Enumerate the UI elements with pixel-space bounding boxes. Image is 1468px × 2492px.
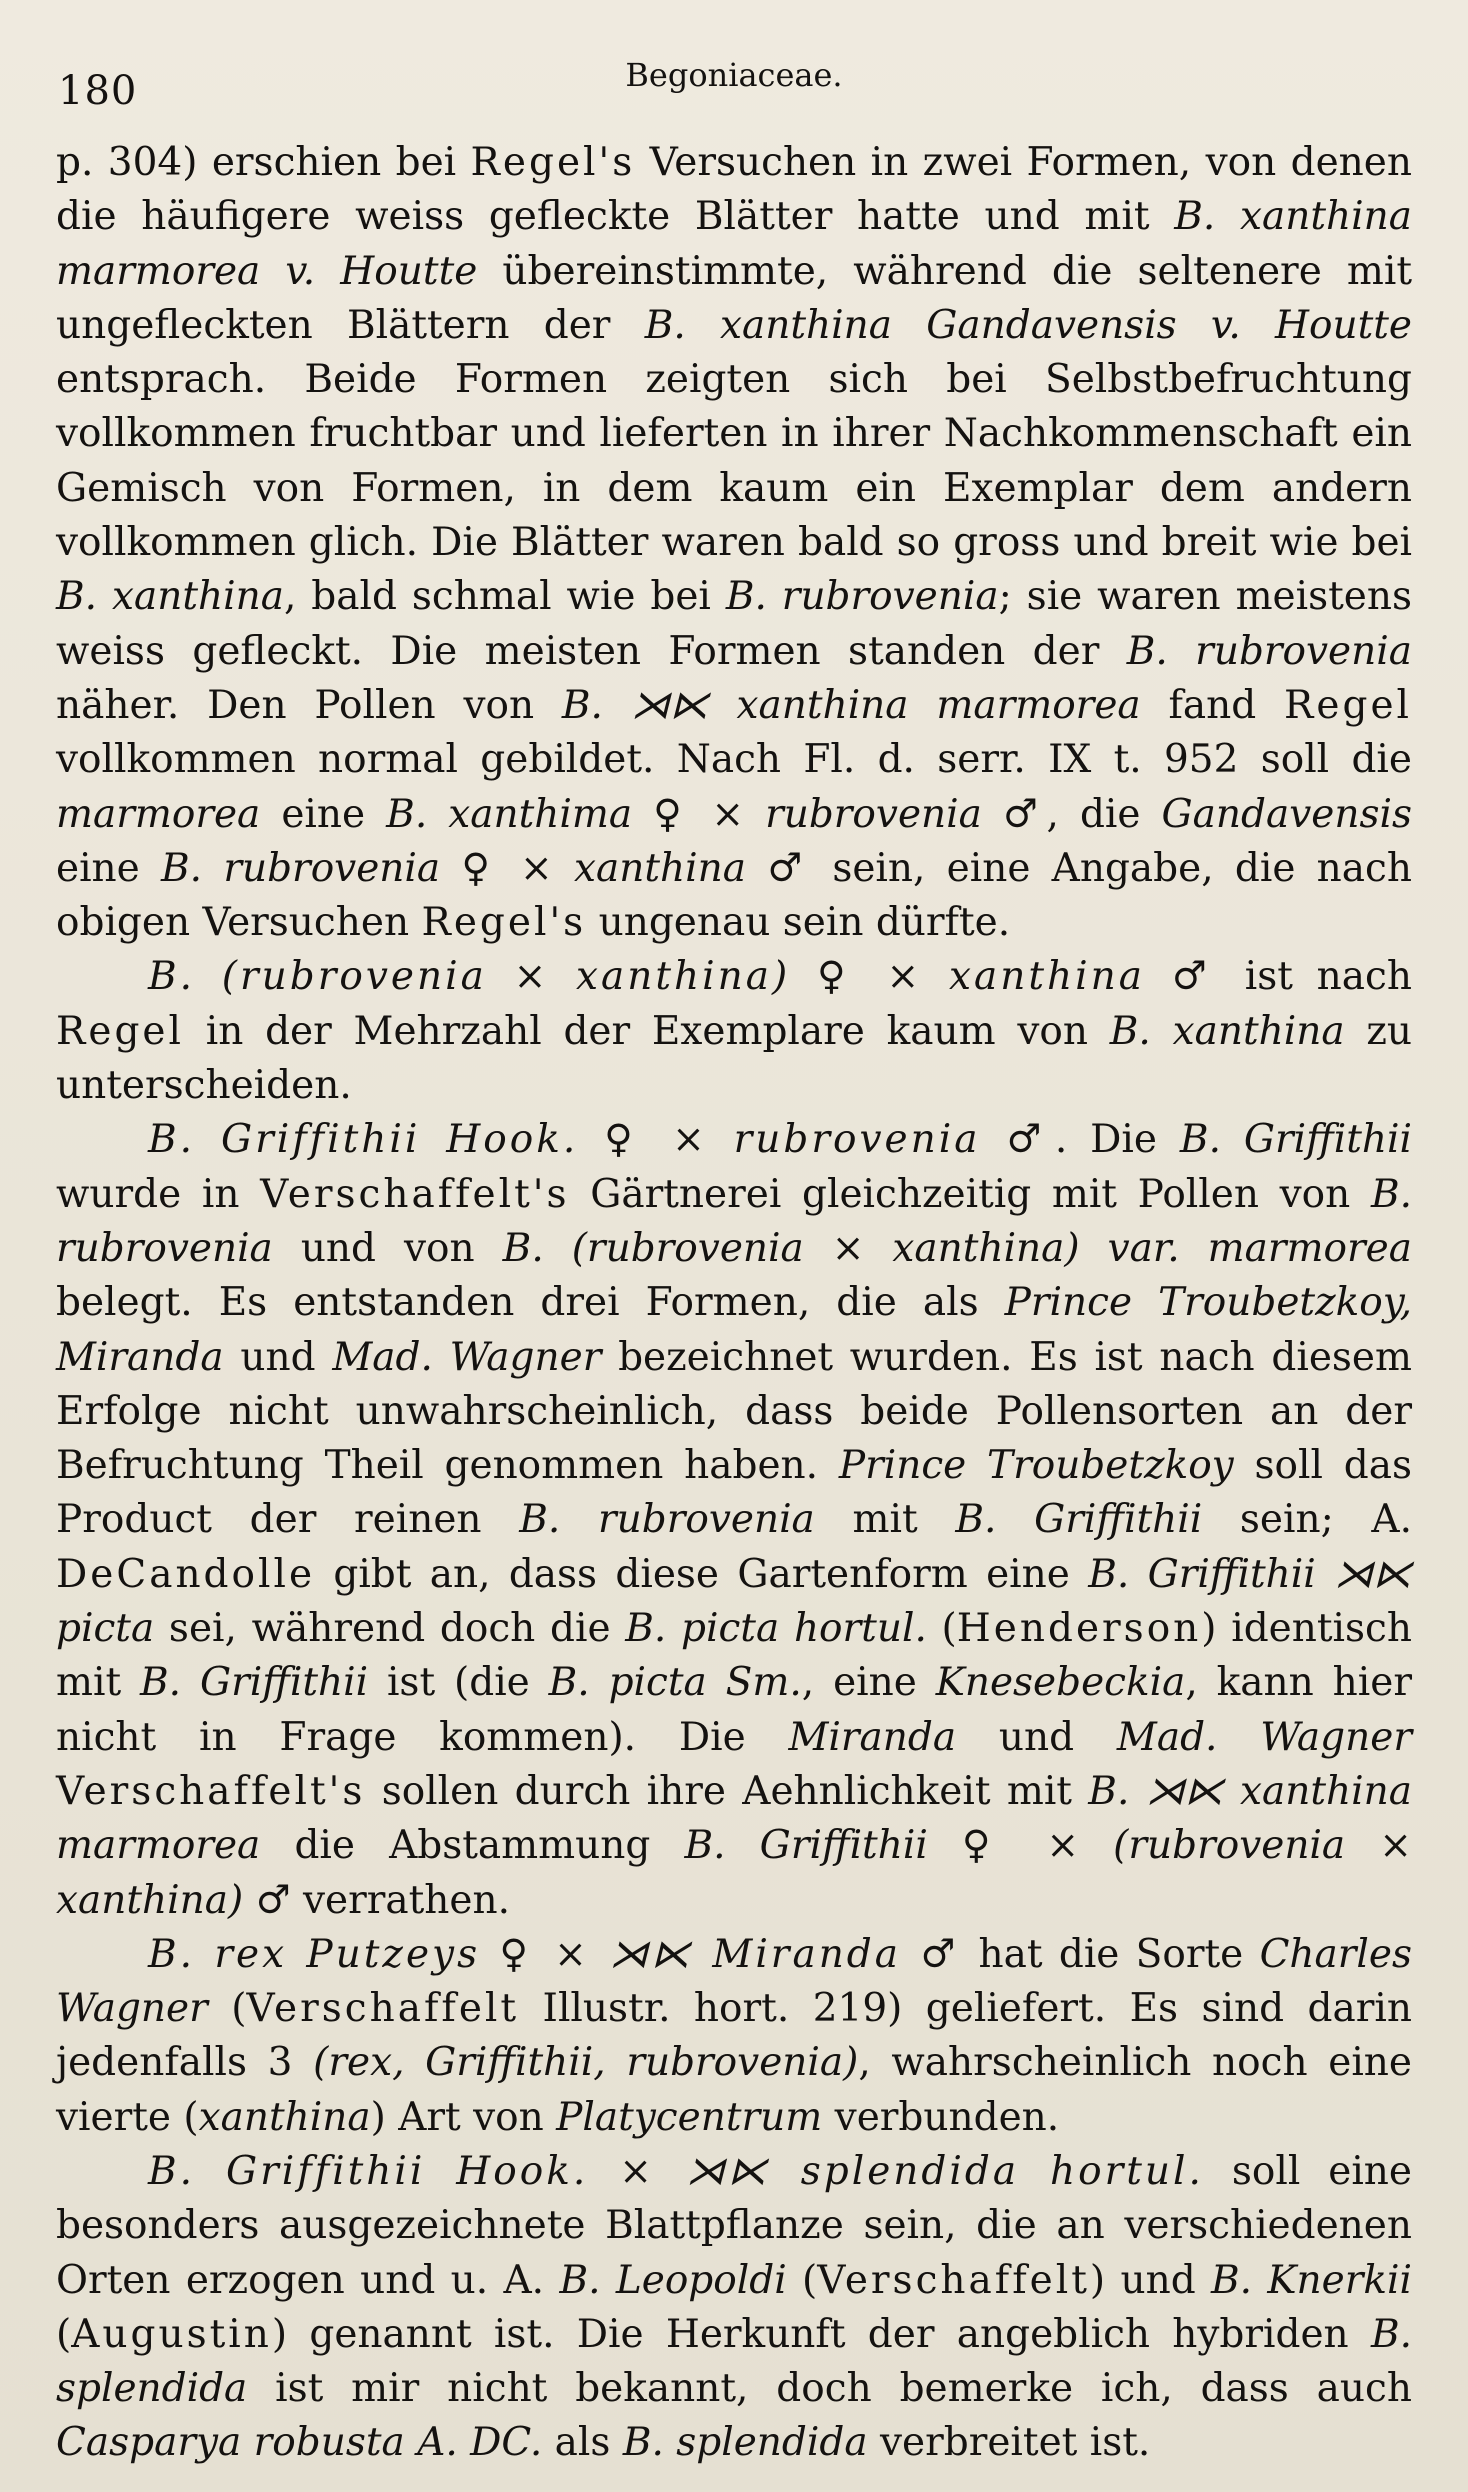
p4-run-4: Verschaffelt [246, 1986, 520, 2032]
p1-run-18: eine [260, 791, 387, 837]
p1-run-0: p. 304) erschien bei [56, 140, 471, 185]
p3-run-4: Verschaffelt's [260, 1171, 570, 1217]
paragraph-5 [56, 2145, 1412, 2471]
p3-run-41: die Abstammung [260, 1823, 685, 1869]
p3-run-14: Prince Troubetzkoy [838, 1443, 1234, 1489]
p3-run-39: sollen durch ihre Aehnlichkeit mit [365, 1768, 1089, 1814]
p3-run-42: B. Griffithii ♀ × (rubrovenia × xanthina) ♂ [56, 1823, 1412, 1923]
p1-run-3: B. xanthina marmorea v. Houtte [56, 194, 1412, 294]
p2-run-2: Regel [56, 1008, 184, 1054]
p5-run-2: B. Leopoldi [559, 2257, 787, 2303]
p1-run-17: marmorea [56, 791, 261, 837]
p1-run-16: vollkommen normal gebildet. Nach Fl. d. serr. IX t. 952 soll die [56, 737, 1412, 783]
page-header [58, 48, 1410, 118]
p5-run-13: als [542, 2420, 623, 2466]
p5-run-10: B. splendida [56, 2311, 1412, 2412]
p3-run-0: B. Griffithii Hook. ♀ × rubrovenia ♂ [148, 1117, 1055, 1163]
p3-run-13: bezeichnet wurden. Es ist nach diesem Erfolge nicht unwahrscheinlich, dass beide Pollensorten an der Befruchtung Theil genommen haben. [56, 1334, 1412, 1489]
p1-run-24: sein, eine Angabe, die nach obigen Versuchen [56, 845, 1412, 946]
p3-run-24: B. picta hortul. [625, 1606, 927, 1652]
p4-run-11: verbunden. [822, 2094, 1060, 2140]
p1-run-19: B. xanthima ♀ × rubrovenia ♂ [386, 791, 1047, 837]
p5-run-0: B. Griffithii Hook. × ⋊⋉ splendida hortul. [148, 2148, 1204, 2194]
p4-run-10: Platycentrum [556, 2094, 823, 2140]
p5-run-3: ( [786, 2257, 818, 2303]
p5-run-9: ) genannt ist. Die Herkunft der angeblich hybriden [271, 2311, 1371, 2357]
p3-run-40: B. ⋊⋉ xanthina marmorea [56, 1768, 1412, 1869]
p4-run-8: xanthina [198, 2094, 371, 2140]
p5-run-12: Casparya robusta A. DC. [56, 2420, 543, 2466]
paragraph-2 [56, 950, 1412, 1113]
p3-run-36: Mad. Wagner [1116, 1714, 1412, 1760]
p3-run-22: B. Griffithii ⋊⋉ picta [56, 1551, 1412, 1652]
p1-run-10: ; sie waren meistens weiss gefleckt. Die meisten Formen standen der [56, 574, 1413, 674]
p3-run-33: , kann hier nicht in Frage kommen). Die [56, 1660, 1412, 1760]
p4-run-2: Charles Wagner [56, 1931, 1412, 2032]
p1-run-11: B. rubrovenia [1126, 628, 1412, 674]
p3-run-7: und von [272, 1225, 503, 1271]
p4-run-1: hat die Sorte [962, 1931, 1260, 1977]
p3-run-31: , eine [801, 1660, 936, 1706]
p3-run-23: sei, während doch die [154, 1606, 626, 1652]
p1-run-7: B. xanthina [56, 574, 284, 620]
p3-run-8: B. (rubrovenia × xanthina) var. marmorea [502, 1225, 1412, 1271]
p5-run-6: B. Knerkii [1211, 2257, 1412, 2303]
p3-run-6: B. rubrovenia [56, 1171, 1413, 1271]
p1-run-9: B. rubrovenia [725, 574, 999, 620]
p1-run-6: entsprach. Beide Formen zeigten sich bei Selbstbefruchtung vollkommen fruchtbar und lieferten in ihrer Nachkommenschaft ein Gemisch von Formen, in dem kaum ein Exemplar dem andern vollkommen glich. Die Blätter waren bald so gross und breit wie bei [56, 357, 1412, 566]
p5-run-14: B. splendida [622, 2420, 868, 2466]
paragraph-3 [56, 1113, 1412, 1927]
p3-run-20: DeCandolle [56, 1551, 316, 1597]
p4-run-3: ( [207, 1986, 247, 2032]
p2-run-5: zu unterscheiden. [56, 1008, 1413, 1109]
p3-run-32: Knesebeckia [935, 1660, 1186, 1706]
p3-run-19: sein; A. [1202, 1497, 1412, 1543]
p5-run-11: ist mir nicht bekannt, doch bemerke ich, dass auch [247, 2366, 1412, 2412]
p3-run-29: ist (die [368, 1660, 549, 1706]
p1-run-13: B. ⋊⋉ xanthina marmorea [561, 682, 1141, 728]
p1-run-25: Regel's [421, 900, 587, 946]
p3-run-28: B. Griffithii [140, 1660, 369, 1706]
p4-run-0: B. rex Putzeys ♀ × ⋊⋉ Miranda ♂ [148, 1931, 963, 1977]
p4-run-6: (rex, Griffithii, rubrovenia) [313, 2040, 859, 2086]
p3-run-15: soll das Product der reinen [56, 1443, 1413, 1543]
p3-run-30: B. picta Sm. [548, 1660, 802, 1706]
p5-run-5: ) und [1089, 2257, 1212, 2303]
p3-run-11: und [223, 1334, 333, 1380]
p3-run-2: B. Griffithii [1179, 1117, 1412, 1163]
p1-run-20: , die [1046, 791, 1162, 837]
paragraph-4 [56, 1928, 1412, 2145]
page-number: 180 [58, 68, 138, 114]
p1-run-22: eine [56, 845, 162, 891]
p3-run-12: Mad. Wagner [332, 1334, 602, 1380]
p1-run-26: ungenau sein dürfte. [586, 900, 1011, 946]
p3-run-26: Henderson [956, 1606, 1202, 1652]
p5-run-15: verbreitet ist. [867, 2420, 1151, 2466]
p5-run-1: soll eine besonders ausgezeichnete Blattpflanze sein, die an verschiedenen Orten erzogen und u. A. [56, 2148, 1412, 2303]
paragraph-1 [56, 136, 1412, 950]
p1-run-12: näher. Den Pollen von [56, 682, 562, 728]
p1-run-15: Regel [1284, 682, 1412, 728]
p1-run-8: , bald schmal wie bei [283, 574, 726, 620]
p2-run-1: ist nach [1221, 954, 1412, 1000]
body-text [56, 136, 1412, 2471]
p2-run-3: in der Mehrzahl der Exemplare kaum von [183, 1008, 1110, 1054]
p5-run-8: Augustin [71, 2311, 272, 2357]
p3-run-34: Miranda [788, 1714, 957, 1760]
p4-run-7: , wahrscheinlich noch eine vierte ( [56, 2040, 1413, 2140]
p3-run-1: . Die [1054, 1117, 1180, 1163]
p3-run-16: B. rubrovenia [519, 1497, 815, 1543]
p1-run-21: Gandavensis [1161, 791, 1412, 837]
p5-run-4: Verschaffelt [817, 2257, 1090, 2303]
running-title: Begoniaceae. [625, 56, 843, 94]
p1-run-14: fand [1140, 682, 1285, 728]
p3-run-9: belegt. Es entstanden drei Formen, die als [56, 1280, 1005, 1326]
p1-run-4: übereinstimmte, während die seltenere mit ungefleckten Blättern der [56, 248, 1412, 348]
p3-run-25: ( [926, 1606, 957, 1652]
p4-run-5: Illustr. hort. 219) geliefert. Es sind darin jedenfalls 3 [56, 1986, 1412, 2086]
p1-run-23: B. rubrovenia ♀ × xanthina ♂ [161, 845, 812, 891]
p3-run-43: verrathen. [290, 1877, 511, 1923]
p3-run-38: Verschaffelt's [56, 1768, 366, 1814]
p1-run-1: Regel's [470, 140, 636, 185]
p3-run-21: gibt an, dass diese Gartenform eine [315, 1551, 1089, 1597]
p3-run-10: Prince Troubetzkoy, Miranda [56, 1280, 1412, 1380]
p3-run-3: wurde in [56, 1171, 261, 1217]
p4-run-9: ) Art von [370, 2094, 557, 2140]
p1-run-2: Versuchen in zwei Formen, von denen die häufigere weiss gefleckte Blätter hatte und mit [56, 140, 1412, 240]
p3-run-17: mit [814, 1497, 956, 1543]
p1-run-5: B. xanthina Gandavensis v. Houtte [644, 302, 1412, 348]
p3-run-27: ) identisch mit [56, 1606, 1412, 1706]
p5-run-7: ( [56, 2311, 72, 2357]
p2-run-4: B. xanthina [1109, 1008, 1345, 1054]
p3-run-35: und [956, 1714, 1117, 1760]
p2-run-0: B. (rubrovenia × xanthina) ♀ × xanthina ♂ [148, 954, 1222, 1000]
p3-run-18: B. Griffithii [955, 1497, 1203, 1543]
p3-run-5: Gärtnerei gleichzeitig mit Pollen von [569, 1171, 1371, 1217]
